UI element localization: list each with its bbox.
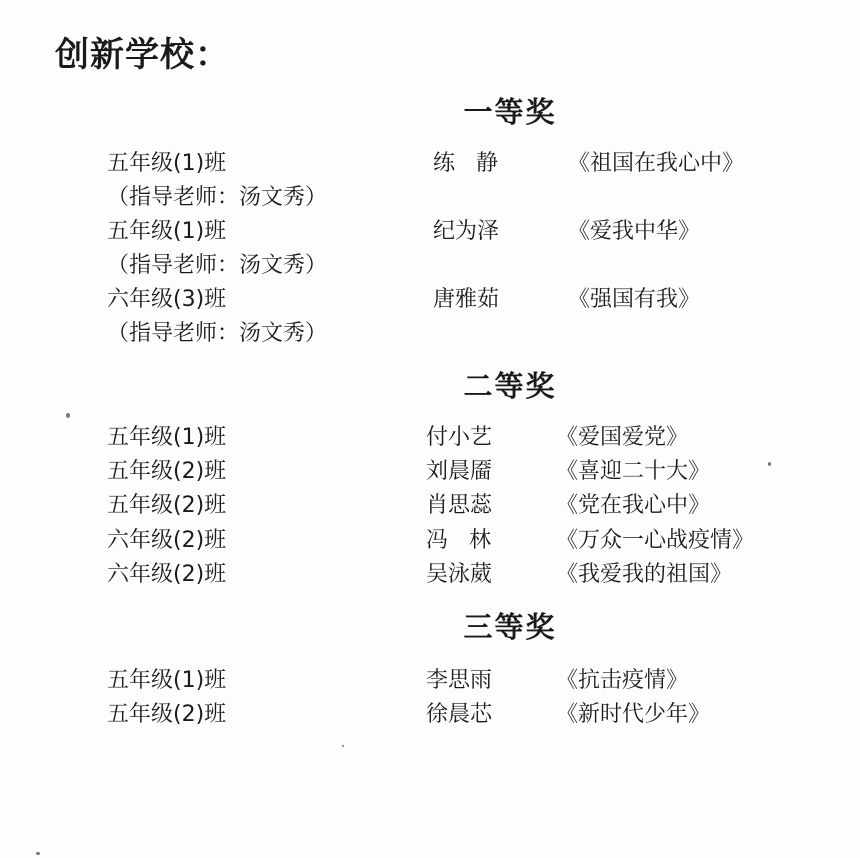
third-prize-entry [0,698,860,732]
scan-speck [768,462,771,466]
entry-student: 肖思蕊 [426,493,493,518]
entry-class: 五年级(1)班 [107,219,227,244]
entry-class: 五年级(2)班 [107,493,227,518]
entry-class: 五年级(1)班 [107,425,227,450]
third-prize-heading: 三等奖 [463,610,557,644]
entry-work: 《我爱我的祖国》 [556,562,733,587]
first-prize-entry [0,215,860,249]
entry-student: 付小艺 [426,425,493,450]
entry-work: 《爱我中华》 [568,219,701,244]
entry-student: 徐晨芯 [426,702,493,727]
entry-class: 五年级(1)班 [107,668,227,693]
scan-speck [36,852,40,855]
entry-work: 《新时代少年》 [556,702,711,727]
entry-teacher: （指导老师：汤文秀） [107,321,328,346]
second-prize-entry [0,524,860,558]
entry-class: 六年级(2)班 [107,528,227,553]
entry-class: 六年级(2)班 [107,562,227,587]
entry-student: 刘晨靥 [426,459,493,484]
scan-speck [342,745,344,747]
entry-class: 五年级(2)班 [107,702,227,727]
entry-student: 吴泳葳 [426,562,493,587]
school-title: 创新学校： [55,35,230,75]
entry-student: 冯林 [426,528,513,553]
scan-speck [66,413,70,418]
entry-teacher: （指导老师：汤文秀） [107,185,328,210]
entry-work: 《强国有我》 [568,287,701,312]
entry-student: 唐雅茹 [433,287,500,312]
entry-work: 《祖国在我心中》 [568,151,745,176]
entry-student: 纪为泽 [433,219,500,244]
entry-work: 《抗击疫情》 [556,668,689,693]
first-prize-entry [0,147,860,181]
second-prize-heading: 二等奖 [463,369,557,403]
entry-work: 《万众一心战疫情》 [556,528,755,553]
entry-class: 六年级(3)班 [107,287,227,312]
entry-teacher: （指导老师：汤文秀） [107,253,328,278]
second-prize-entry [0,489,860,523]
entry-student: 练静 [433,151,520,176]
second-prize-entry [0,421,860,455]
entry-class: 五年级(2)班 [107,459,227,484]
second-prize-entry [0,455,860,489]
first-prize-heading: 一等奖 [463,95,557,129]
entry-class: 五年级(1)班 [107,151,227,176]
entry-work: 《喜迎二十大》 [556,459,711,484]
third-prize-entry [0,664,860,698]
entry-student: 李思雨 [426,668,493,693]
entry-work: 《爱国爱党》 [556,425,689,450]
second-prize-entry [0,558,860,592]
entry-work: 《党在我心中》 [556,493,711,518]
first-prize-entry [0,283,860,317]
